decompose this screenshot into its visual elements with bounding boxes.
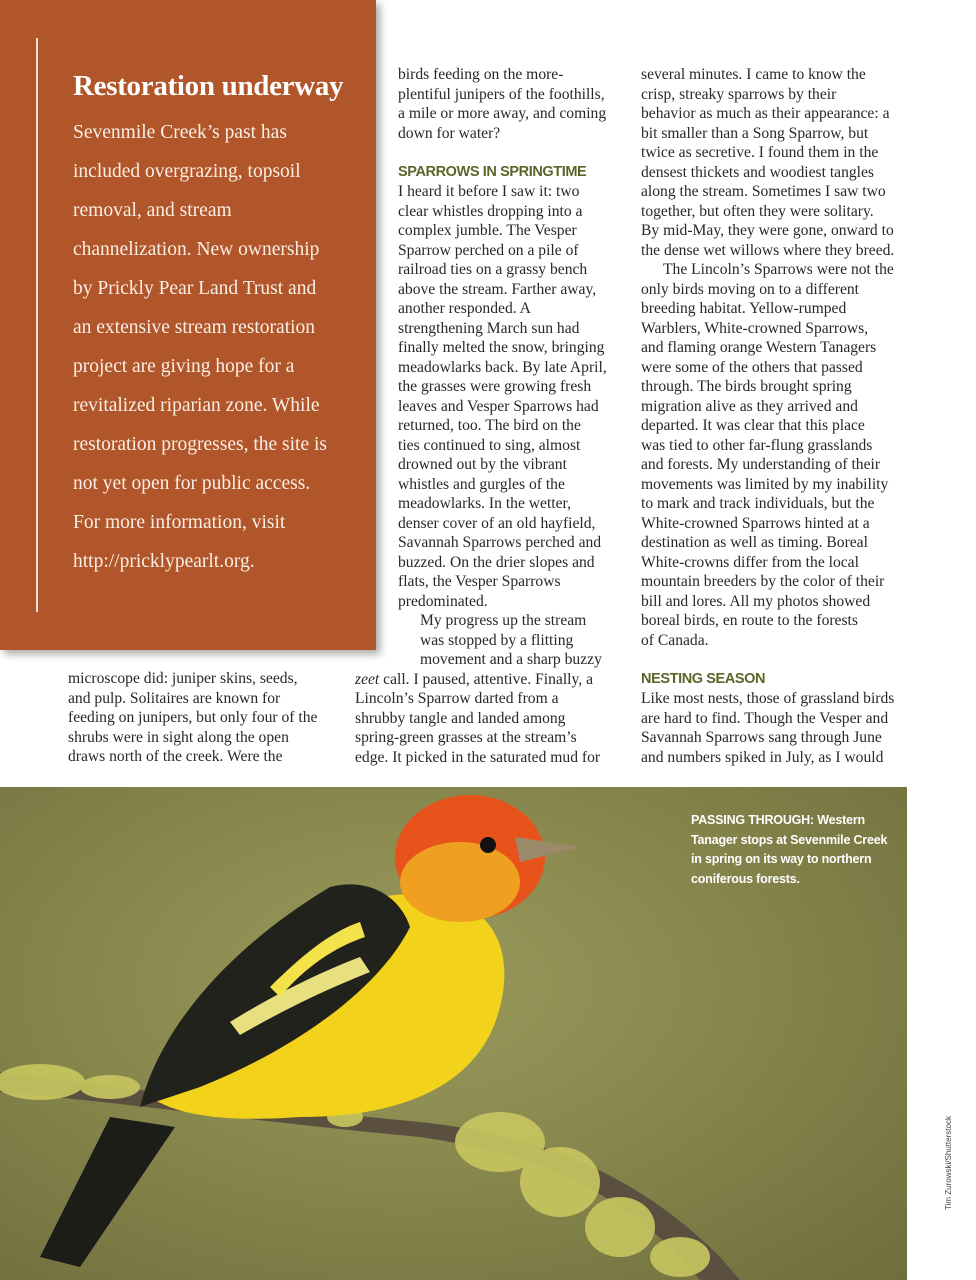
text-line: denser cover of an old hayfield, [398,514,596,532]
text-line: complex jumble. The Vesper [398,222,577,239]
text-line: White-crowned Sparrows hinted at a [641,514,870,532]
sidebar-title: Restoration underway [73,70,344,102]
section-heading: SPARROWS IN SPRINGTIME [398,163,587,180]
text-line: of Canada. [641,631,709,649]
text-line: Like most nests, those of grassland birds [641,690,895,707]
text-line: Sparrow perched on a pile of [398,241,579,259]
text-line: and flaming orange Western Tanagers [641,339,877,356]
paragraph [355,689,607,767]
text-line: breeding habitat. Yellow-rumped [641,300,847,317]
text-line: birds feeding on the more- [398,66,564,83]
text-line: finally melted the snow, bringing [398,339,605,356]
text-line: through. The birds brought spring [641,378,852,395]
text-line: microscope did: juniper skins, seeds, [68,670,298,687]
text-line: and numbers spiked in July, as I would [641,748,884,766]
paragraph [398,65,607,143]
sidebar-rule [36,38,38,612]
text-line: Sevenmile Creek’s past has [73,122,287,143]
text-line: PASSING THROUGH: Western [691,813,865,827]
tail [40,1117,175,1267]
text-line: densest thickets and woodiest tangles [641,163,874,181]
paragraph [398,182,607,611]
photo-credit: Tim Zurowski/Shutterstock [944,1116,953,1210]
text-line: along the stream. Sometimes I saw two [641,183,886,200]
text-line: meadowlarks. In the wetter, [398,495,572,512]
text-line: spring-green grasses at the stream’s [355,729,577,746]
text-line: another responded. A [398,300,531,317]
paragraph [398,611,607,670]
text-line: movements was limited by my inability [641,475,889,493]
paragraph [641,689,894,767]
text-line: White-crowns differ from the local [641,553,859,571]
eye [480,837,496,853]
text-line: crisp, streaky sparrows by their [641,85,837,103]
text-line: Warblers, White-crowned Sparrows, [641,319,869,337]
text-line: and pulp. Solitaires are known for [68,689,281,707]
text-line: behavior as much as their appearance: a [641,105,890,122]
text-line: flats, the Vesper Sparrows [398,573,561,590]
text-line: are hard to find. Though the Vesper and [641,709,889,727]
text-line: returned, too. The bird on the [398,417,581,434]
text-line: leaves and Vesper Sparrows had [398,397,599,415]
sidebar-box [0,0,376,650]
text-line: was stopped by a flitting [420,631,574,649]
spacer [398,143,607,163]
text-line: By mid-May, they were gone, onward to [641,222,894,239]
text-line: whistles and gurgles of the [398,475,565,493]
text-line: bill and lores. All my photos showed [641,592,871,610]
text-line: Lincoln’s Sparrow darted from a [355,690,559,707]
text-line: Savannah Sparrows perched and [398,534,602,551]
text-line: project are giving hope for a [73,356,295,377]
text-line: shrubs were in sight along the open [68,728,289,746]
text-line: down for water? [398,124,501,142]
text-line: only birds moving on to a different [641,280,859,298]
text-line: strengthening March sun had [398,319,580,337]
text-line: migration alive as they arrived and [641,397,858,415]
text-line: mountain breeders by the color of their [641,573,885,590]
text-line: http://pricklypearlt.org. [73,551,255,572]
text-line: meadowlarks back. By late April, [398,358,607,376]
text-line: an extensive stream restoration [73,317,316,338]
text-fragment: call. I paused, attentive. Finally, a [379,670,594,688]
text-line: not yet open for public access. [73,473,311,494]
text-line: revitalized riparian zone. While [73,395,320,416]
text-line: bit smaller than a Song Sparrow, but [641,124,869,142]
text-line: movement and a sharp buzzy [420,651,602,668]
text-line: shrubby tangle and landed among [355,709,566,727]
italic-word: zeet [355,670,380,688]
text-line: included overgrazing, topsoil [73,161,301,182]
beak [515,837,580,862]
text-line: draws north of the creek. Were the [68,748,283,765]
text-line: ties continued to sing, almost [398,436,581,454]
text-line: Tanager stops at Sevenmile Creek [691,832,888,847]
text-line: clear whistles dropping into a [398,202,583,220]
text-line: feeding on junipers, but only four of the [68,709,318,726]
text-line: boreal birds, en route to the forests [641,612,858,629]
text-line: For more information, visit [73,512,286,533]
paragraph [641,65,894,650]
text-line: destination as well as timing. Boreal [641,534,868,551]
text-line: channelization. New ownership [73,239,320,260]
column-1 [68,669,317,767]
text-line: together, but often they were solitary. [641,202,874,220]
text-line: the grasses were growing fresh [398,378,592,395]
text-line: I heard it before I saw it: two [398,183,580,200]
text-line: several minutes. I came to know the [641,66,866,83]
text-line: The Lincoln’s Sparrows were not the [663,261,894,278]
column-2 [355,65,607,767]
text-line: buzzed. On the drier slopes and [398,553,595,571]
text-line: to mark and track individuals, but the [641,495,875,512]
text-line: departed. It was clear that this place [641,417,865,434]
text-line: restoration progresses, the site is [73,434,327,455]
text-line: by Prickly Pear Land Trust and [73,278,317,299]
text-line: were some of the others that passed [641,358,863,376]
text-line: edge. It picked in the saturated mud for [355,748,601,766]
sidebar-body [73,113,327,581]
text-line: a mile or more away, and coming [398,105,607,122]
text-line: plentiful junipers of the foothills, [398,85,605,103]
column-3 [641,65,894,767]
text-line: above the stream. Farther away, [398,280,597,298]
text-line: was tied to other far-flung grasslands [641,436,873,454]
text-line: and forests. My understanding of their [641,456,881,473]
text-line [355,670,607,690]
text-line: My progress up the stream [420,612,587,629]
text-line: removal, and stream [73,200,232,221]
text-line: the dense wet willows where they breed. [641,241,895,259]
text-line: railroad ties on a grassy bench [398,261,588,278]
section-heading: NESTING SEASON [641,670,766,687]
text-line: Savannah Sparrows sang through June [641,729,882,746]
text-line: drowned out by the vibrant [398,456,567,473]
text-line: twice as secretive. I found them in the [641,144,879,161]
text-line: in spring on its way to northern [691,852,872,866]
spacer [641,650,894,670]
photo-caption [691,811,887,889]
text-line: predominated. [398,592,488,610]
text-line: coniferous forests. [691,871,800,886]
